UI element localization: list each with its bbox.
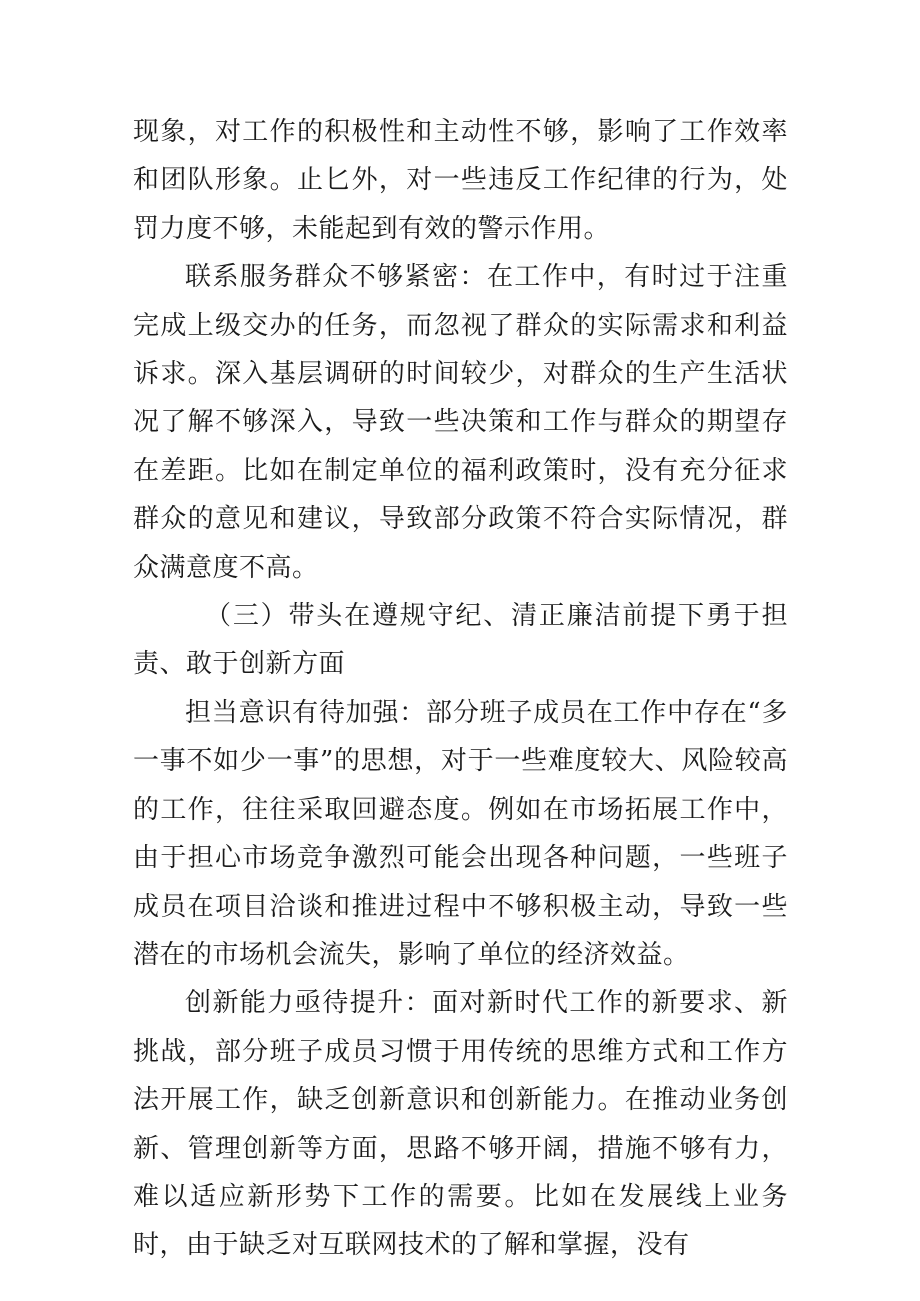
paragraph-responsibility: 担当意识有待加强：部分班子成员在工作中存在“多一事不如少一事”的思想，对于一些难度较大、风险较高的工作，往往采取回避态度。例如在市场拓展工作中，由于担心市场竞争激烈可能会出现各种问题，一些班子成员在项目洽谈和推进过程中不够积极主动，导致一些潜在的市场机会流失，影响了单位的经济效益。 <box>133 697 788 970</box>
paragraph-serve-masses: 联系服务群众不够紧密：在工作中，有时过于注重完成上级交办的任务，而忽视了群众的实际需求和利益诉求。深入基层调研的时间较少，对群众的生产生活状况了解不够深入，导致一些决策和工作与群众的期望存在差距。比如在制定单位的福利政策时，没有充分征求群众的意见和建议，导致部分政策不符合实际情况，群众满意度不高。 <box>133 262 788 583</box>
paragraph-continuation: 现象，对工作的积极性和主动性不够，影响了工作效率和团队形象。止匕外，对一些违反工作纪律的行为，处罚力度不够，未能起到有效的警示作用。 <box>133 117 788 244</box>
paragraph-innovation: 创新能力亟待提升：面对新时代工作的新要求、新挑战，部分班子成员习惯于用传统的思维方式和工作方法开展工作，缺乏创新意识和创新能力。在推动业务创新、管理创新等方面，思路不够开阔，措施不够有力，难以适应新形势下工作的需要。比如在发展线上业务时，由于缺乏对互联网技术的了解和掌握，没有 <box>133 988 788 1261</box>
section-heading-three: （三）带头在遵规守纪、清正廉洁前提下勇于担责、敢于创新方面 <box>133 601 788 680</box>
document-body <box>133 108 788 1270</box>
